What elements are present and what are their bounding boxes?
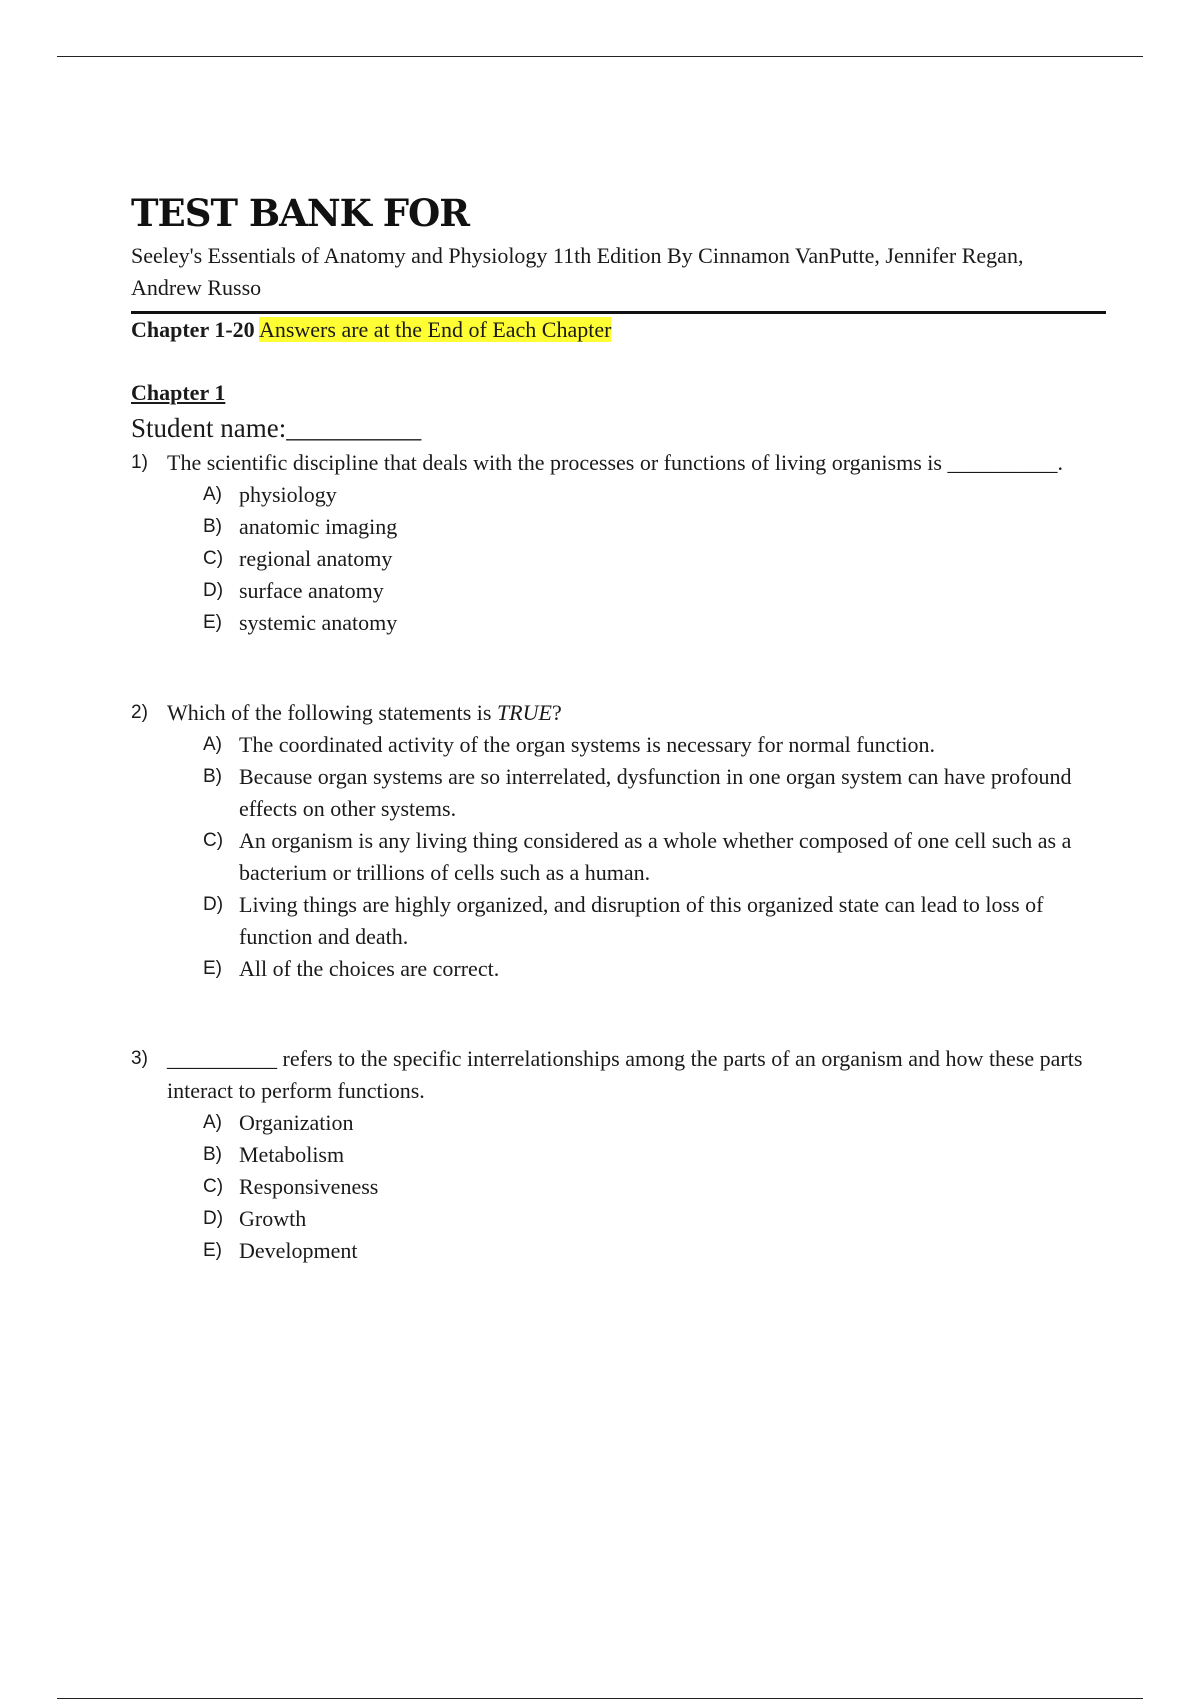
- document-title: TEST BANK FOR: [131, 191, 469, 235]
- option-text: Living things are highly organized, and disruption of this organized state can lead to loss of function and death.: [239, 892, 1044, 949]
- option-text: anatomic imaging: [239, 514, 398, 539]
- question-text-part: ?: [551, 700, 562, 725]
- option-letter: D): [203, 1208, 224, 1229]
- option-text: All of the choices are correct.: [239, 956, 500, 981]
- answers-note: Answers are at the End of Each Chapter: [258, 317, 612, 342]
- question-text: The scientific discipline that deals with the processes or functions of living organisms is __________.: [167, 450, 1063, 475]
- option-letter: E): [203, 958, 222, 979]
- option-letter: E): [203, 612, 222, 633]
- option-text: physiology: [239, 482, 337, 507]
- option-d: [203, 575, 1106, 607]
- question-3: [131, 1043, 1106, 1107]
- chapter-heading: Chapter 1: [131, 380, 226, 405]
- option-letter: D): [203, 894, 224, 915]
- document-page: [131, 192, 1106, 1267]
- question-1-options: [203, 479, 1106, 639]
- option-text: surface anatomy: [239, 578, 384, 603]
- student-name-field: Student name:__________: [131, 413, 422, 443]
- option-b: [203, 1139, 1106, 1171]
- chapter-range: Chapter 1-20: [131, 317, 255, 342]
- option-c: [203, 543, 1106, 575]
- option-text: An organism is any living thing considered as a whole whether composed of one cell such as a bacterium or trillions of cells such as a human.: [239, 828, 1072, 885]
- option-d: [203, 889, 1106, 953]
- option-b: [203, 761, 1106, 825]
- option-b: [203, 511, 1106, 543]
- option-text: Organization: [239, 1110, 354, 1135]
- option-text: Metabolism: [239, 1142, 345, 1167]
- question-emphasis: TRUE: [496, 700, 552, 725]
- option-a: [203, 729, 1106, 761]
- question-number: 3): [131, 1048, 148, 1069]
- option-e: [203, 1235, 1106, 1267]
- top-rule: [57, 56, 1143, 57]
- option-a: [203, 479, 1106, 511]
- option-a: [203, 1107, 1106, 1139]
- option-letter: B): [203, 1144, 222, 1165]
- option-letter: A): [203, 734, 222, 755]
- option-text: systemic anatomy: [239, 610, 398, 635]
- option-e: [203, 953, 1106, 985]
- option-e: [203, 607, 1106, 639]
- option-letter: C): [203, 1176, 224, 1197]
- option-text: Growth: [239, 1206, 307, 1231]
- question-1: [131, 447, 1106, 479]
- question-text: __________ refers to the specific interrelationships among the parts of an organism and how these parts interact to perform functions.: [167, 1046, 1083, 1103]
- option-text: Responsiveness: [239, 1174, 379, 1199]
- option-d: [203, 1203, 1106, 1235]
- question-3-options: [203, 1107, 1106, 1267]
- option-letter: C): [203, 830, 224, 851]
- option-text: Development: [239, 1238, 358, 1263]
- question-text: [167, 697, 1097, 729]
- book-subtitle: Seeley's Essentials of Anatomy and Physiology 11th Edition By Cinnamon VanPutte, Jennifer Regan, Andrew Russo: [131, 243, 1024, 300]
- question-text-part: Which of the following statements is: [167, 700, 497, 725]
- option-letter: B): [203, 766, 222, 787]
- option-letter: E): [203, 1240, 222, 1261]
- option-letter: B): [203, 516, 222, 537]
- option-letter: A): [203, 484, 222, 505]
- question-number: 1): [131, 452, 148, 473]
- chapter-range-line: [131, 311, 1106, 344]
- question-2-options: [203, 729, 1106, 985]
- option-text: Because organ systems are so interrelated, dysfunction in one organ system can have profound effects on other systems.: [239, 764, 1072, 821]
- option-c: [203, 825, 1106, 889]
- option-text: The coordinated activity of the organ systems is necessary for normal function.: [239, 732, 936, 757]
- question-number: 2): [131, 702, 148, 723]
- option-c: [203, 1171, 1106, 1203]
- option-letter: D): [203, 580, 224, 601]
- option-letter: A): [203, 1112, 222, 1133]
- option-text: regional anatomy: [239, 546, 393, 571]
- bottom-rule: [57, 1698, 1143, 1699]
- option-letter: C): [203, 548, 224, 569]
- question-2: [131, 697, 1106, 729]
